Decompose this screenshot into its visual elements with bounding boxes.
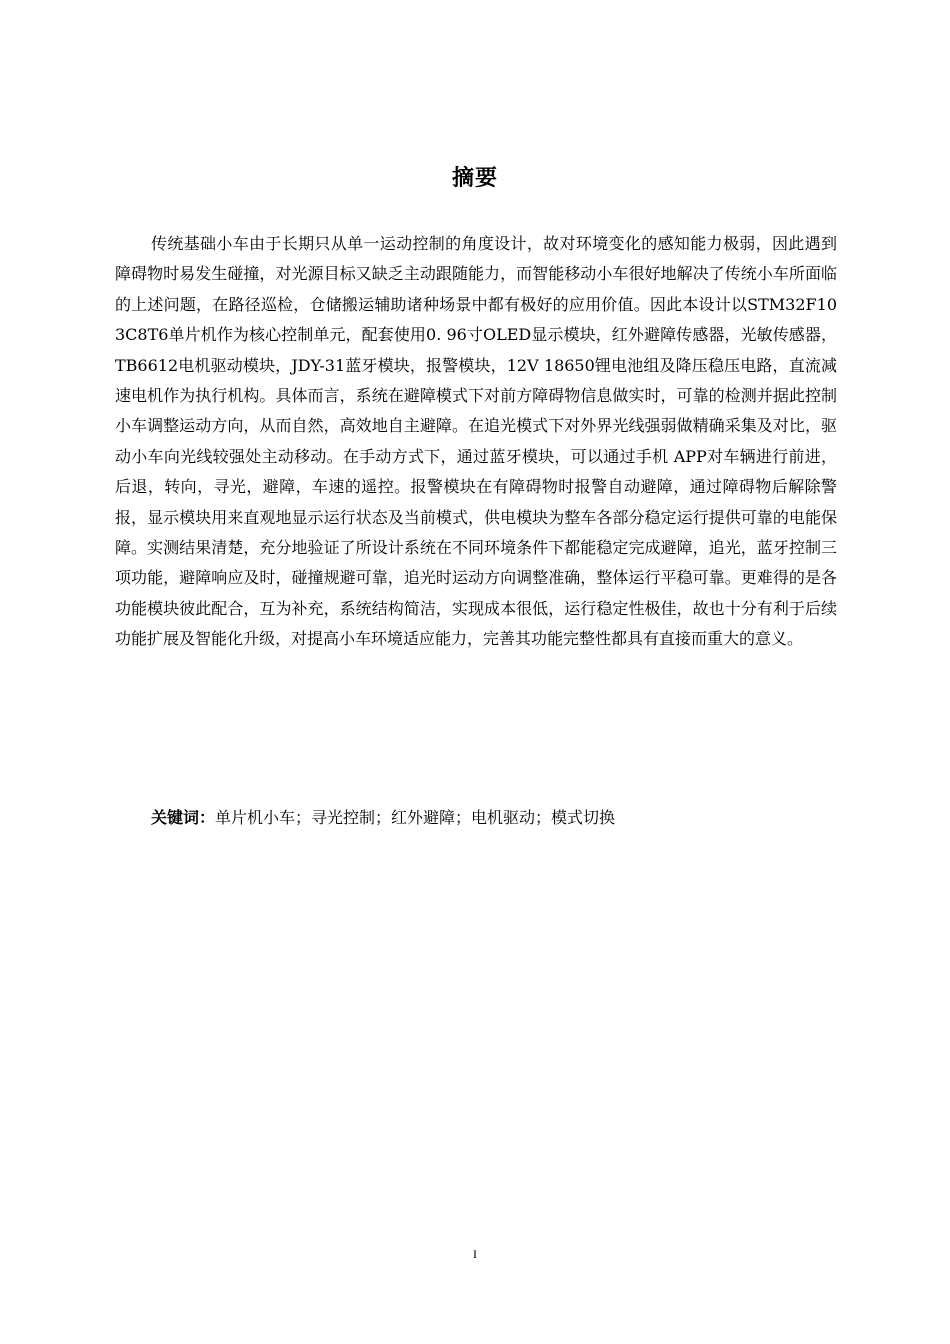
keywords-text: 单片机小车；寻光控制；红外避障；电机驱动；模式切换 bbox=[215, 808, 616, 827]
keywords-line bbox=[151, 803, 851, 834]
page-number: I bbox=[473, 1247, 477, 1261]
abstract-paragraph: 传统基础小车由于长期只从单一运动控制的角度设计，故对环境变化的感知能力极弱，因此遇到障碍物时易发生碰撞，对光源目标又缺乏主动跟随能力，而智能移动小车很好地解决了传统小车所面临的上述问题，在路径巡检，仓储搬运辅助诸种场景中都有极好的应用价值。因此本设计以STM32F103C8T6单片机作为核心控制单元，配套使用0. 96寸OLED显示模块，红外避障传感器，光敏传感器，TB6612电机驱动模块，JDY-31蓝牙模块，报警模块，12V 18650锂电池组及降压稳压电路，直流减速电机作为执行机构。具体而言，系统在避障模式下对前方障碍物信息做实时，可靠的检测并据此控制小车调整运动方向，从而自然，高效地自主避障。在追光模式下对外界光线强弱做精确采集及对比，驱动小车向光线较强处主动移动。在手动方式下，通过蓝牙模块，可以通过手机 APP对车辆进行前进，后退，转向，寻光，避障，车速的遥控。报警模块在有障碍物时报警自动避障，通过障碍物后解除警报，显示模块用来直观地显示运行状态及当前模式，供电模块为整车各部分稳定运行提供可靠的电能保障。实测结果清楚，充分地验证了所设计系统在不同环境条件下都能稳定完成避障，追光，蓝牙控制三项功能，避障响应及时，碰撞规避可靠，追光时运动方向调整准确，整体运行平稳可靠。更难得的是各功能模块彼此配合，互为补充，系统结构简洁，实现成本很低，运行稳定性极佳，故也十分有利于后续功能扩展及智能化升级，对提高小车环境适应能力，完善其功能完整性都具有直接而重大的意义。 bbox=[115, 234, 837, 649]
page-title: 摘要 bbox=[451, 166, 498, 191]
keywords-label: 关键词： bbox=[151, 808, 216, 827]
